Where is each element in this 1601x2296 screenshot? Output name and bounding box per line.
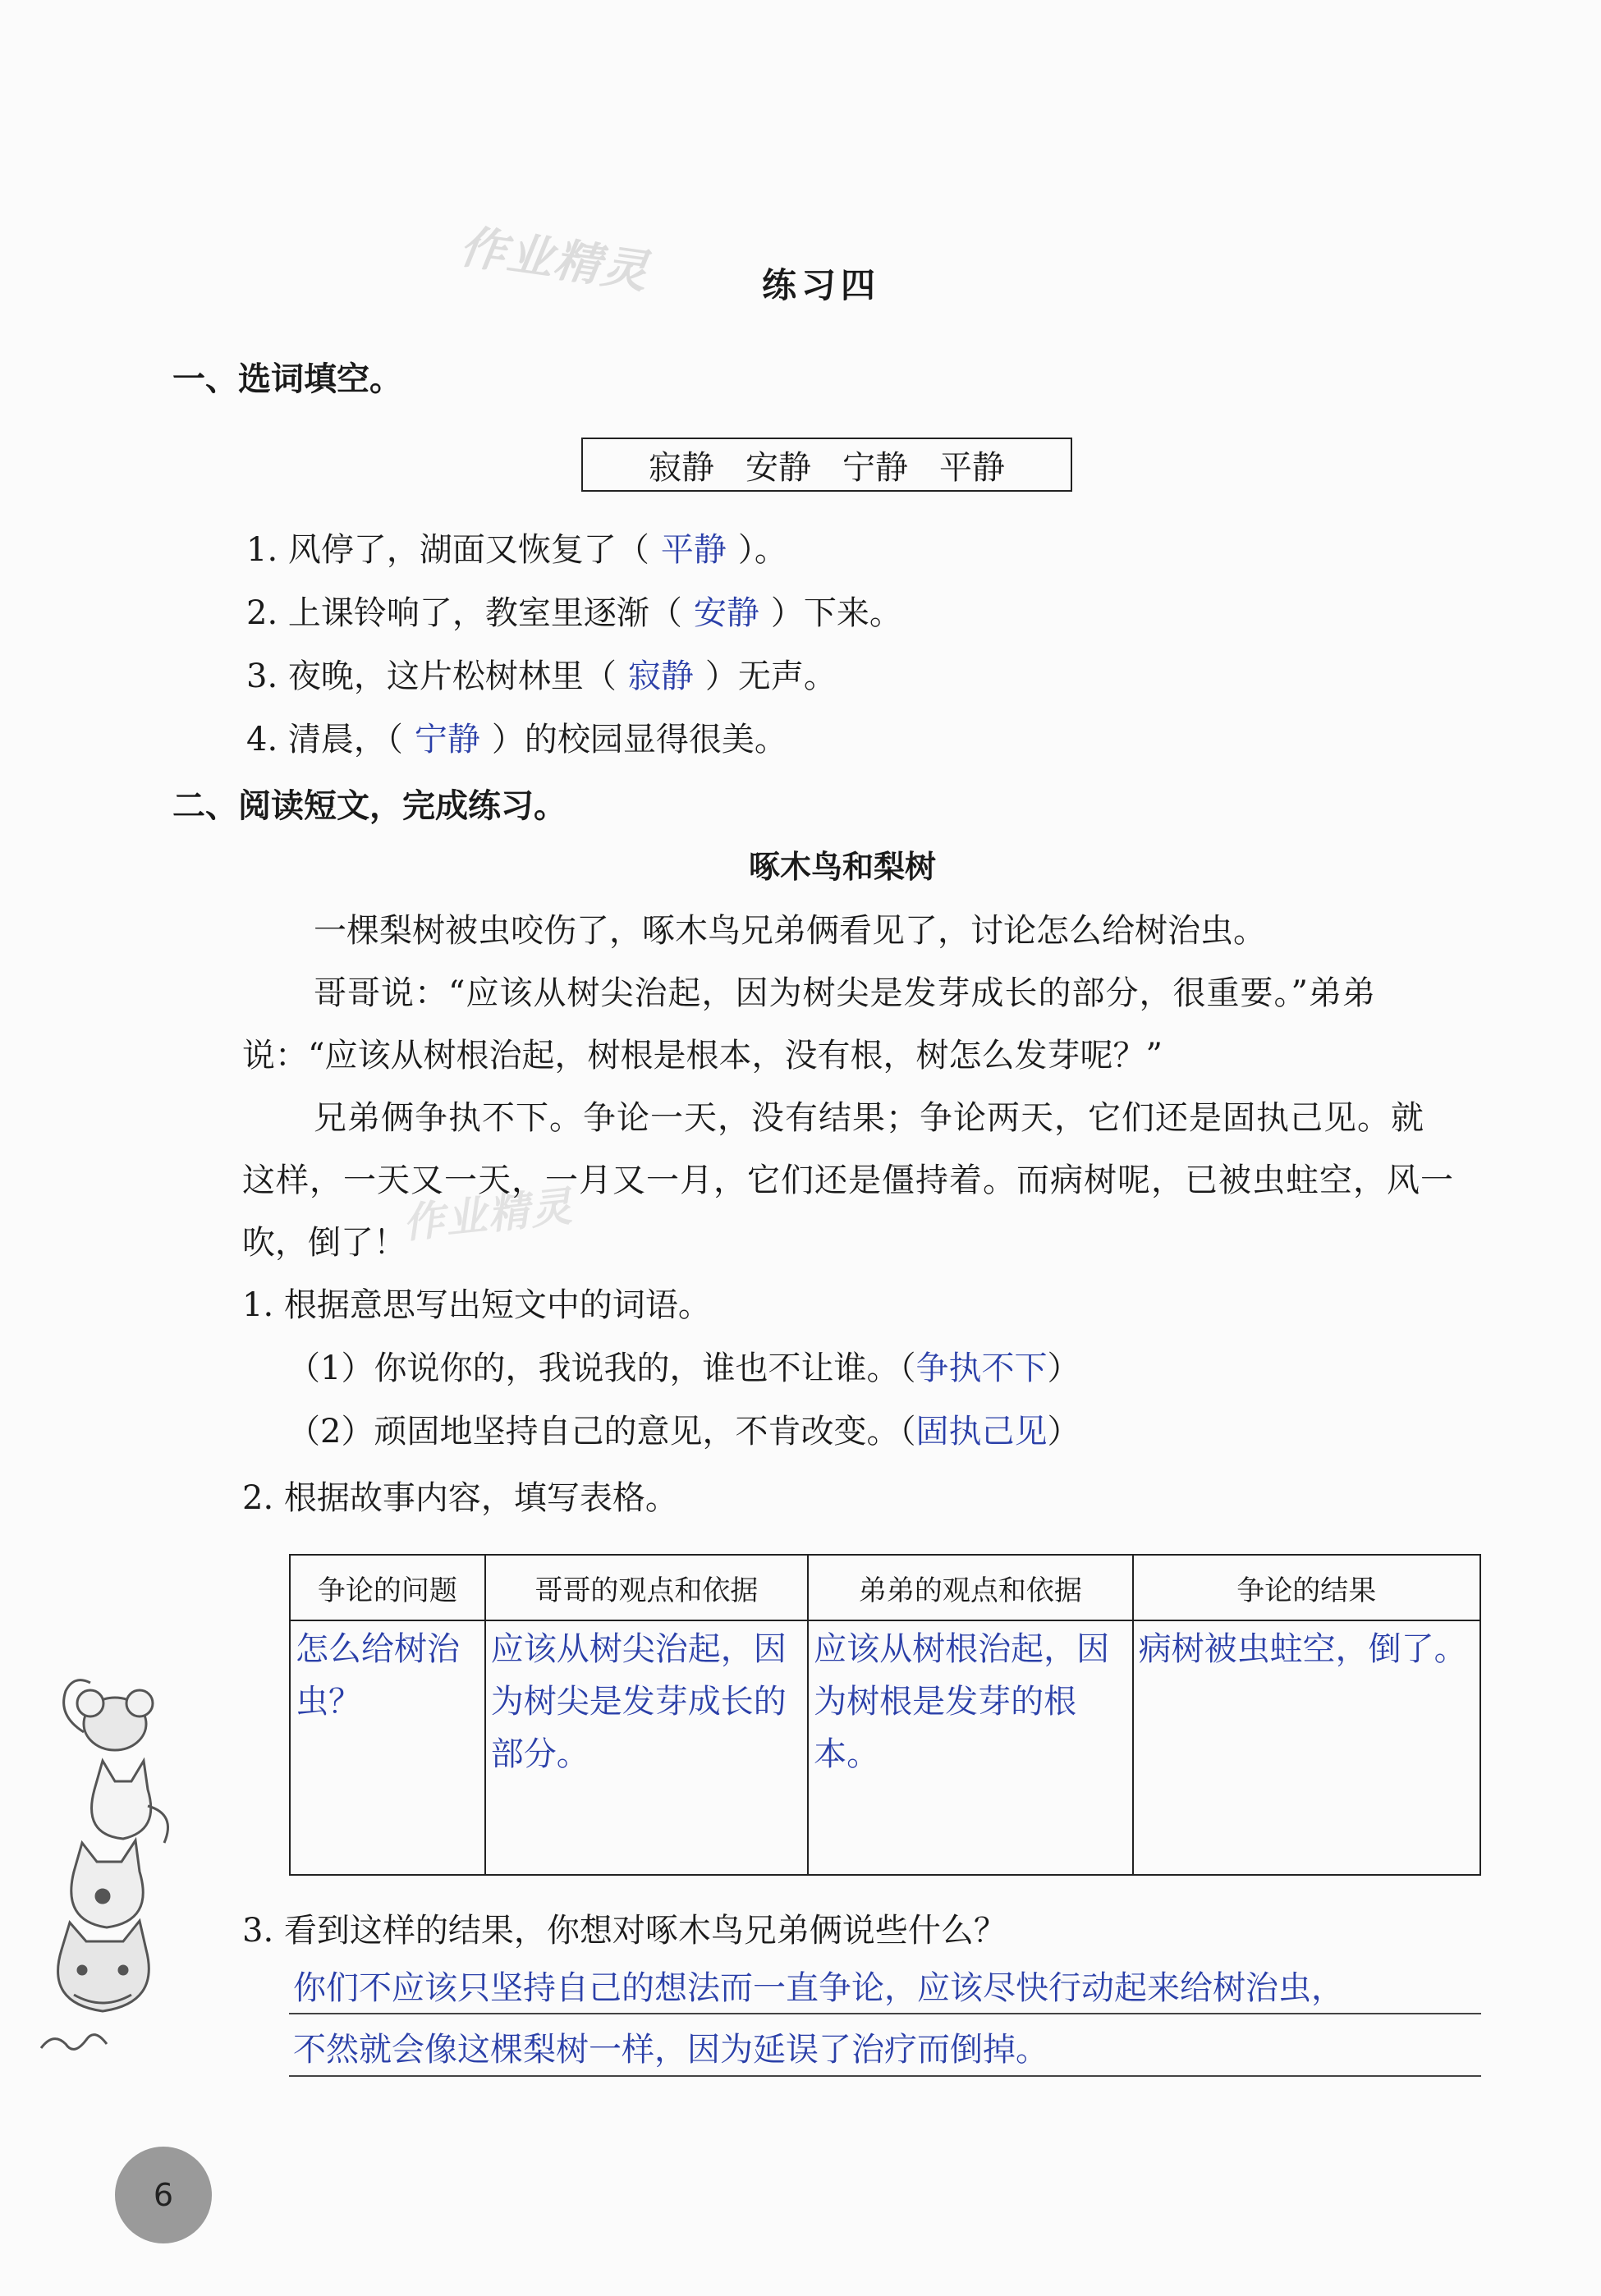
page-title: 练习四 <box>762 265 881 305</box>
table-header: 弟弟的观点和依据 <box>808 1555 1132 1620</box>
watermark-middle: 作业精灵 <box>400 1182 576 1248</box>
answer-text: 固执己见 <box>915 1413 1048 1450</box>
story-line: 一棵梨树被虫咬伤了，啄木鸟兄弟俩看见了，讨论怎么给树治虫。 <box>314 912 1266 950</box>
story-line: 吹，倒了！ <box>242 1224 406 1262</box>
watermark-top: 作业精灵 <box>456 220 653 300</box>
page-number: 6 <box>153 2177 174 2213</box>
table-cell-answer: 怎么给树治虫？ <box>290 1620 485 1875</box>
story-line: 这样，一天又一天，一月又一月，它们还是僵持着。而病树呢，已被虫蛀空，风一 <box>242 1162 1454 1199</box>
section2-heading: 二、阅读短文，完成练习。 <box>172 786 567 825</box>
answer-table <box>289 1554 1481 1876</box>
table-header: 争论的问题 <box>290 1555 485 1620</box>
answer-text: 平静 <box>660 531 727 569</box>
table-cell-answer: 应该从树根治起，因为树根是发芽的根本。 <box>808 1620 1132 1875</box>
table-header: 哥哥的观点和依据 <box>485 1555 808 1620</box>
fill-item-2: 2. 上课铃响了，教室里逐渐（ 安静 ）下来。 <box>246 594 902 632</box>
table-header: 争论的结果 <box>1133 1555 1480 1620</box>
answer-text: 安静 <box>693 594 759 632</box>
word-option: 寂静 <box>649 448 714 487</box>
answer-rule <box>289 2013 1481 2014</box>
table-cell-answer: 应该从树尖治起，因为树尖是发芽成长的部分。 <box>485 1620 808 1875</box>
table-cell-answer: 病树被虫蛀空，倒了。 <box>1133 1620 1480 1875</box>
question-1-sub-1: （1）你说你的，我说我的，谁也不让谁。（争执不下） <box>287 1350 1080 1387</box>
question-1: 1. 根据意思写出短文中的词语。 <box>242 1286 711 1324</box>
fill-item-3: 3. 夜晚，这片松树林里（ 寂静 ）无声。 <box>246 658 837 695</box>
word-option: 安静 <box>745 448 811 487</box>
answer-text: 宁静 <box>414 721 480 758</box>
story-line: 说：“应该从树根治起，树根是根本，没有根，树怎么发芽呢？” <box>242 1037 1163 1075</box>
answer-text: 争执不下 <box>915 1350 1048 1387</box>
question-2: 2. 根据故事内容，填写表格。 <box>242 1479 678 1517</box>
answer-text: 寂静 <box>627 658 694 695</box>
section1-heading: 一、选词填空。 <box>172 360 402 398</box>
cartoon-animals-illustration <box>25 1666 181 2060</box>
page-number-badge <box>115 2147 212 2243</box>
question-3: 3. 看到这样的结果，你想对啄木鸟兄弟俩说些什么？ <box>242 1912 1007 1950</box>
word-option: 宁静 <box>842 448 908 487</box>
story-line: 哥哥说：“应该从树尖治起，因为树尖是发芽成长的部分，很重要。”弟弟 <box>314 974 1376 1012</box>
fill-item-1: 1. 风停了，湖面又恢复了（ 平静 ）。 <box>246 531 787 569</box>
story-title: 啄木鸟和梨树 <box>749 849 937 885</box>
story-line: 兄弟俩争执不下。争论一天，没有结果；争论两天，它们还是固执己见。就 <box>314 1099 1424 1137</box>
fill-item-4: 4. 清晨，（ 宁静 ）的校园显得很美。 <box>246 721 787 758</box>
question-1-sub-2: （2）顽固地坚持自己的意见，不肯改变。（固执己见） <box>287 1413 1080 1450</box>
answer-rule <box>289 2075 1481 2077</box>
question-3-answer-line-2: 不然就会像这棵梨树一样，因为延误了治疗而倒掉。 <box>293 2031 1048 2069</box>
word-option: 平静 <box>939 448 1005 487</box>
word-bank-box <box>581 438 1072 492</box>
question-3-answer-line-1: 你们不应该只坚持自己的想法而一直争论，应该尽快行动起来给树治虫， <box>293 1969 1344 2007</box>
